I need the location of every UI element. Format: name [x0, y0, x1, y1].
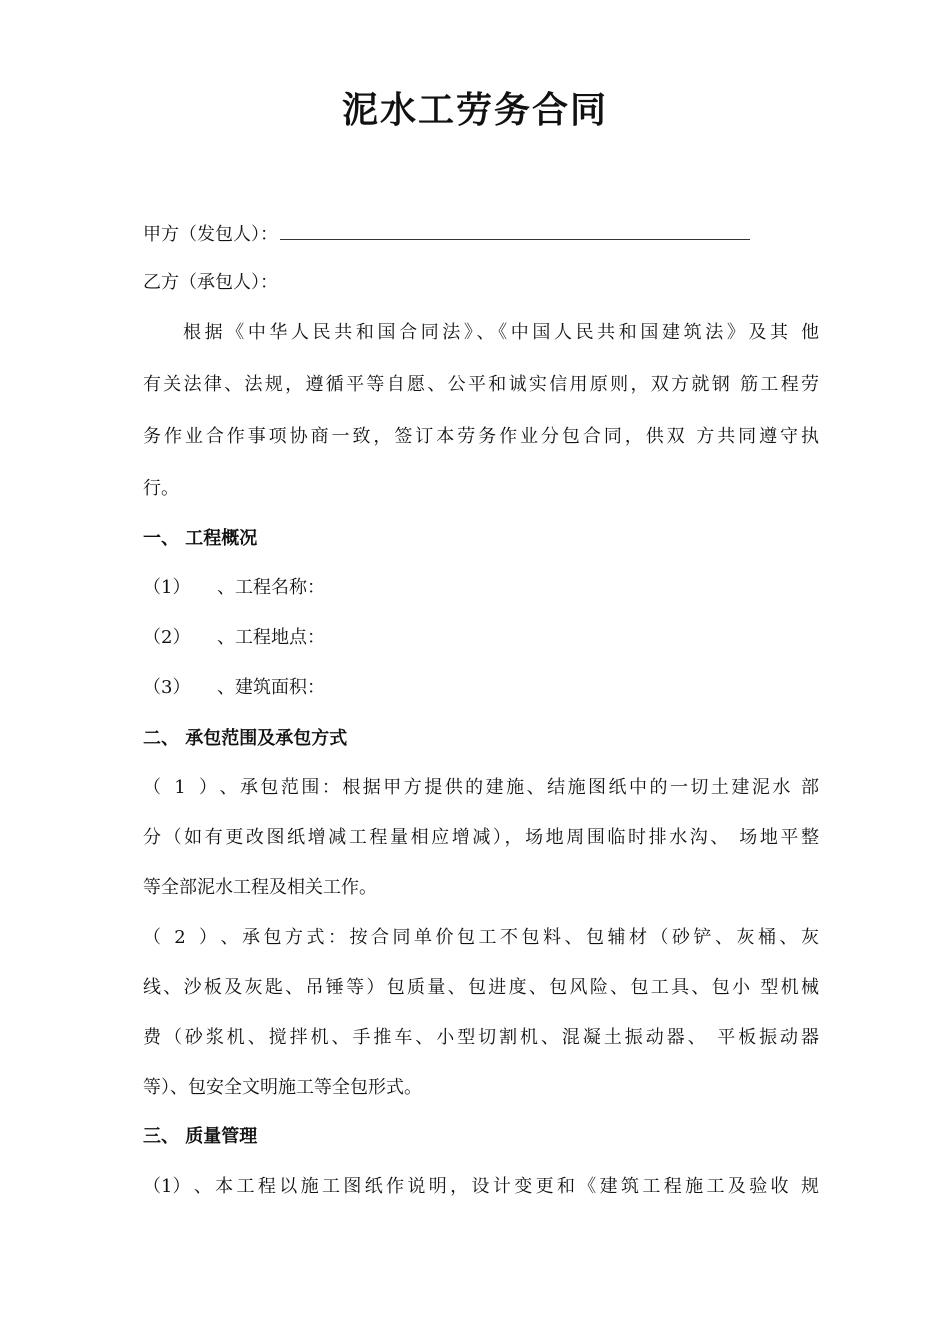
item-text: 、建筑面积： — [217, 677, 325, 698]
item-number: （2） — [143, 627, 191, 648]
party-b-line — [143, 269, 819, 297]
item-text: 、本工程以施工图纸作说明，设计变更和《建筑工程施工及验收 规 — [190, 1176, 819, 1197]
section-2-heading: 二、 承包范围及承包方式 — [143, 728, 348, 749]
item-number: （1） — [143, 777, 217, 798]
item-text: 、承包范围：根据甲方提供的建施、结施图纸中的一切土建泥水 部 — [217, 777, 819, 798]
section-2-item-1-line-2: 分（如有更改图纸增减工程量相应增减），场地周围临时排水沟、 场地平整 — [143, 827, 819, 848]
item-text: 、承包方式：按合同单价包工不包料、包辅材（砂铲、灰桶、灰 — [217, 927, 819, 948]
item-number: （3） — [143, 677, 191, 698]
section-2-item-2-line-2: 线、沙板及灰匙、吊锤等）包质量、包进度、包风险、包工具、包小 型机械 — [143, 977, 819, 998]
document-title: 泥水工劳务合同 — [341, 89, 608, 131]
section-3-item-1-line-1 — [143, 1173, 819, 1201]
preamble-line-4: 行。 — [143, 478, 179, 499]
preamble-line-3: 务作业合作事项协商一致，签订本劳务作业分包合同，供双 方共同遵守执 — [143, 426, 819, 447]
section-3-heading: 三、 质量管理 — [143, 1126, 258, 1147]
item-text: 、工程名称： — [217, 577, 325, 598]
section-2-item-2-line-3: 费（砂浆机、搅拌机、手推车、小型切割机、混凝土振动器、 平板振动器 — [143, 1027, 819, 1048]
item-number: （1） — [143, 1176, 191, 1197]
item-text: 、工程地点： — [217, 627, 325, 648]
preamble-line-1: 根据《中华人民共和国合同法》、《中国人民共和国建筑法》及其 他 — [183, 322, 819, 343]
section-1-item-1 — [143, 574, 819, 602]
party-a-label: 甲方（发包人）： — [143, 224, 278, 245]
preamble-line-2: 有关法律、法规，遵循平等自愿、公平和诚实信用原则，双方就钢 筋工程劳 — [143, 374, 819, 395]
party-a-line — [143, 219, 819, 249]
section-2-item-1-line-1 — [143, 774, 819, 802]
section-1-item-3 — [143, 674, 819, 702]
item-number: （1） — [143, 577, 191, 598]
item-number: （2） — [143, 927, 217, 948]
party-a-blank[interactable] — [280, 219, 750, 240]
section-1-heading: 一、 工程概况 — [143, 528, 258, 549]
section-2-item-2-line-1 — [143, 924, 819, 952]
section-2-item-1-line-3: 等全部泥水工程及相关工作。 — [143, 877, 377, 898]
party-b-label: 乙方（承包人）： — [143, 272, 278, 293]
section-2-item-2-line-4: 等）、包安全文明施工等全包形式。 — [143, 1077, 422, 1098]
section-1-item-2 — [143, 624, 819, 652]
